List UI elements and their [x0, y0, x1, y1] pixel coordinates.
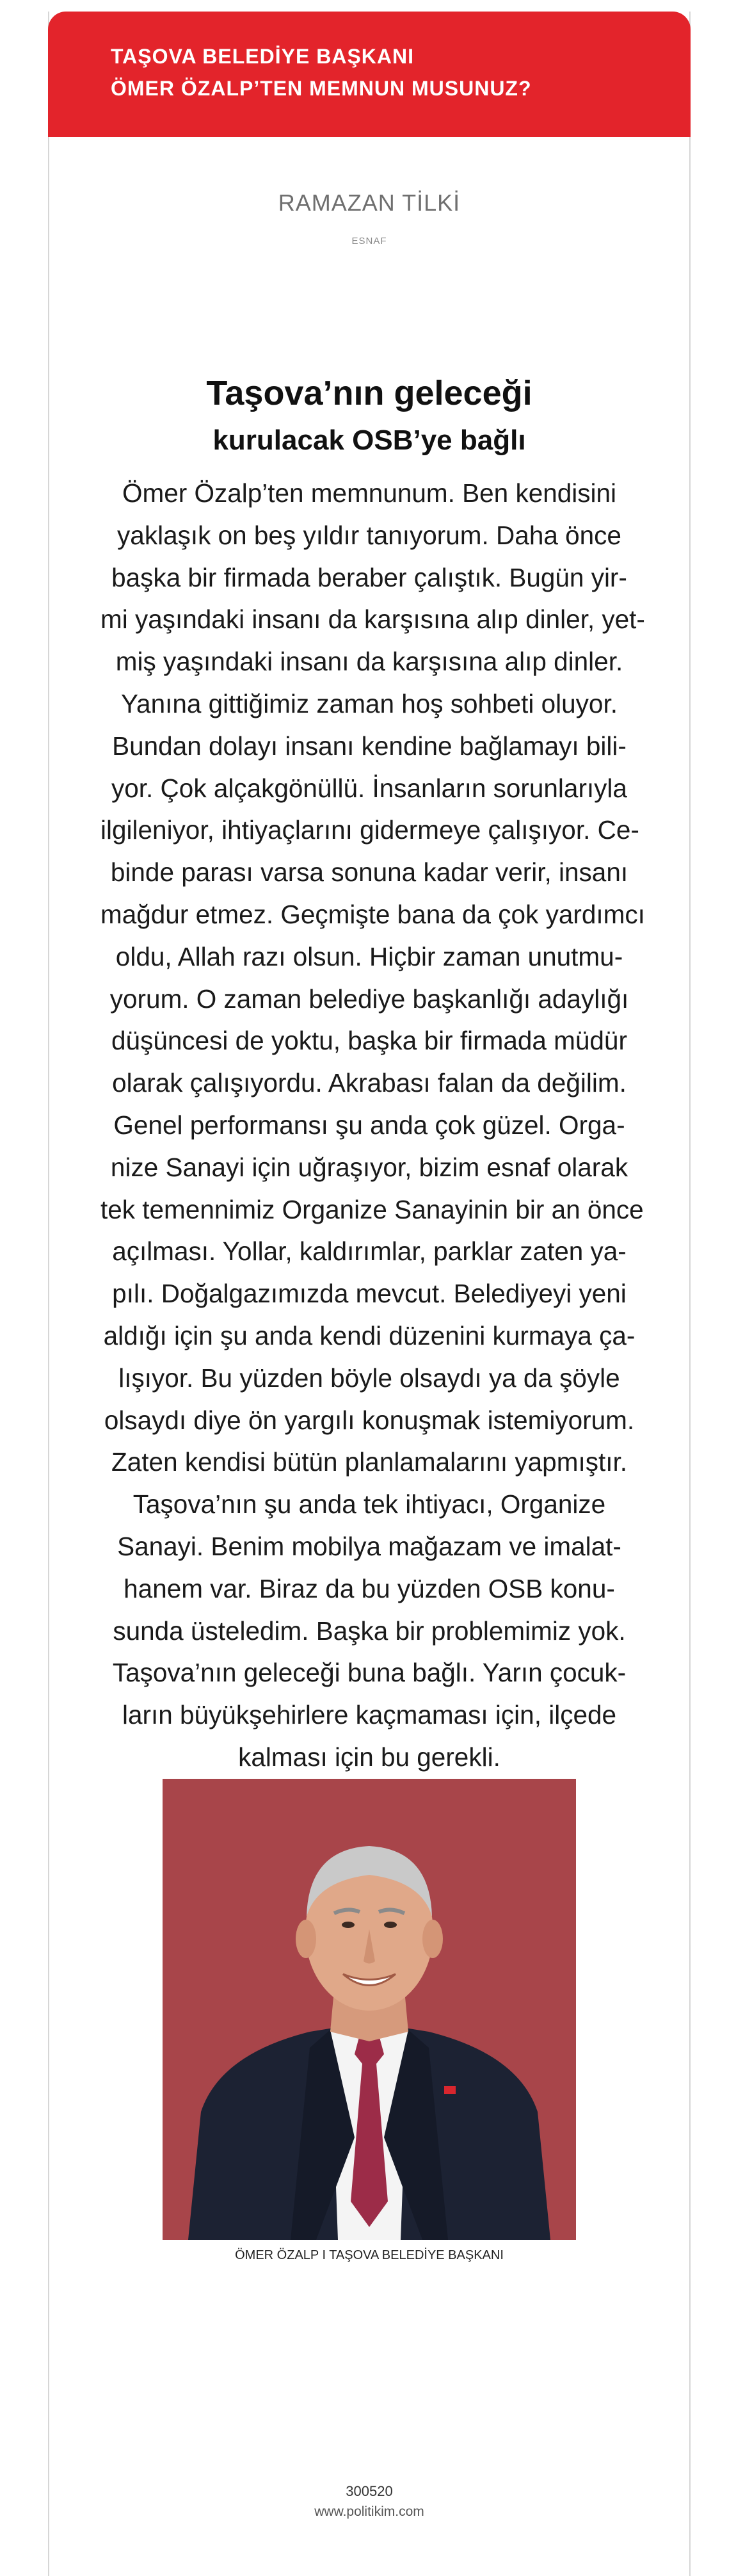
article-headline: Taşova’nın geleceği: [206, 374, 532, 412]
author-role: ESNAF: [351, 236, 387, 247]
body-line: yaklaşık on beş yıldır tanıyorum. Daha önce: [117, 520, 621, 550]
body-line: Taşova’nın şu anda tek ihtiyacı, Organize: [132, 1489, 606, 1519]
page-card: [48, 12, 691, 2576]
author-name: RAMAZAN TİLKİ: [278, 190, 461, 216]
body-line: oldu, Allah razı olsun. Hiçbir zaman unutmu-: [115, 941, 623, 971]
footer-url[interactable]: www.politikim.com: [314, 2504, 424, 2519]
body-line: nize Sanayi için uğraşıyor, bizim esnaf olarak: [110, 1152, 628, 1182]
body-line: Sanayi. Benim mobilya mağazam ve imalat-: [117, 1531, 621, 1561]
body-line: binde parası varsa sonuna kadar verir, insanı: [110, 857, 628, 887]
body-line: Bundan dolayı insanı kendine bağlamayı bili-: [112, 731, 627, 761]
body-line: mağdur etmez. Geçmişte bana da çok yardımcı: [100, 899, 645, 929]
body-line: Yanına gittiğimiz zaman hoş sohbeti oluyor.: [121, 688, 618, 718]
body-line: yor. Çok alçakgönüllü. İnsanların sorunlarıyla: [111, 773, 627, 803]
body-line: lışıyor. Bu yüzden böyle olsaydı ya da şöyle: [118, 1363, 620, 1393]
body-line: miş yaşındaki insanı da karşısına alıp dinler.: [115, 647, 623, 677]
body-line: tek temennimiz Organize Sanayinin bir an önce: [100, 1194, 644, 1224]
body-line: olsaydı diye ön yargılı konuşmak istemiyorum.: [104, 1405, 635, 1435]
portrait-photo: [163, 1779, 576, 2240]
footer-code: 300520: [346, 2483, 393, 2499]
body-line: hanem var. Biraz da bu yüzden OSB konu-: [124, 1573, 615, 1603]
article-subheadline: kurulacak OSB’ye bağlı: [212, 425, 526, 456]
header-banner: [48, 12, 691, 137]
portrait-illustration: [163, 1779, 576, 2240]
photo-caption: ÖMER ÖZALP I TAŞOVA BELEDİYE BAŞKANI: [235, 2248, 504, 2262]
body-line: olarak çalışıyordu. Akrabası falan da değilim.: [112, 1068, 627, 1098]
body-line: Taşova’nın geleceği buna bağlı. Yarın çocuk-: [112, 1658, 627, 1688]
body-line: ilgileniyor, ihtiyaçlarını gidermeye çalışıyor. Ce-: [100, 815, 639, 845]
article-body: [100, 473, 645, 1779]
body-line: ların büyükşehirlere kaçmaması için, ilçede: [122, 1700, 617, 1730]
body-line: yorum. O zaman belediye başkanlığı adaylığı: [109, 984, 629, 1014]
body-line: Zaten kendisi bütün planlamalarını yapmıştır.: [111, 1447, 627, 1477]
body-line: açılması. Yollar, kaldırımlar, parklar zaten ya-: [112, 1236, 627, 1267]
body-line: düşüncesi de yoktu, başka bir firmada müdür: [111, 1026, 627, 1056]
body-line: Genel performansı şu anda çok güzel. Orga-: [113, 1110, 625, 1140]
banner-title-line-1: TAŞOVA BELEDİYE BAŞKANI: [111, 45, 414, 68]
body-line: başka bir firmada beraber çalıştık. Bugün yir-: [111, 562, 627, 592]
body-line: kalması için bu gerekli.: [238, 1742, 500, 1772]
body-line: pılı. Doğalgazımızda mevcut. Belediyeyi yeni: [112, 1279, 627, 1309]
body-line: Ömer Özalp’ten memnunum. Ben kendisini: [122, 478, 617, 508]
body-line: mi yaşındaki insanı da karşısına alıp dinler, yet-: [100, 604, 645, 635]
body-line: sunda üsteledim. Başka bir problemimiz yok.: [113, 1616, 626, 1646]
banner-title-line-2: ÖMER ÖZALP’TEN MEMNUN MUSUNUZ?: [111, 77, 532, 100]
body-line: aldığı için şu anda kendi düzenini kurmaya ça-: [103, 1320, 636, 1350]
